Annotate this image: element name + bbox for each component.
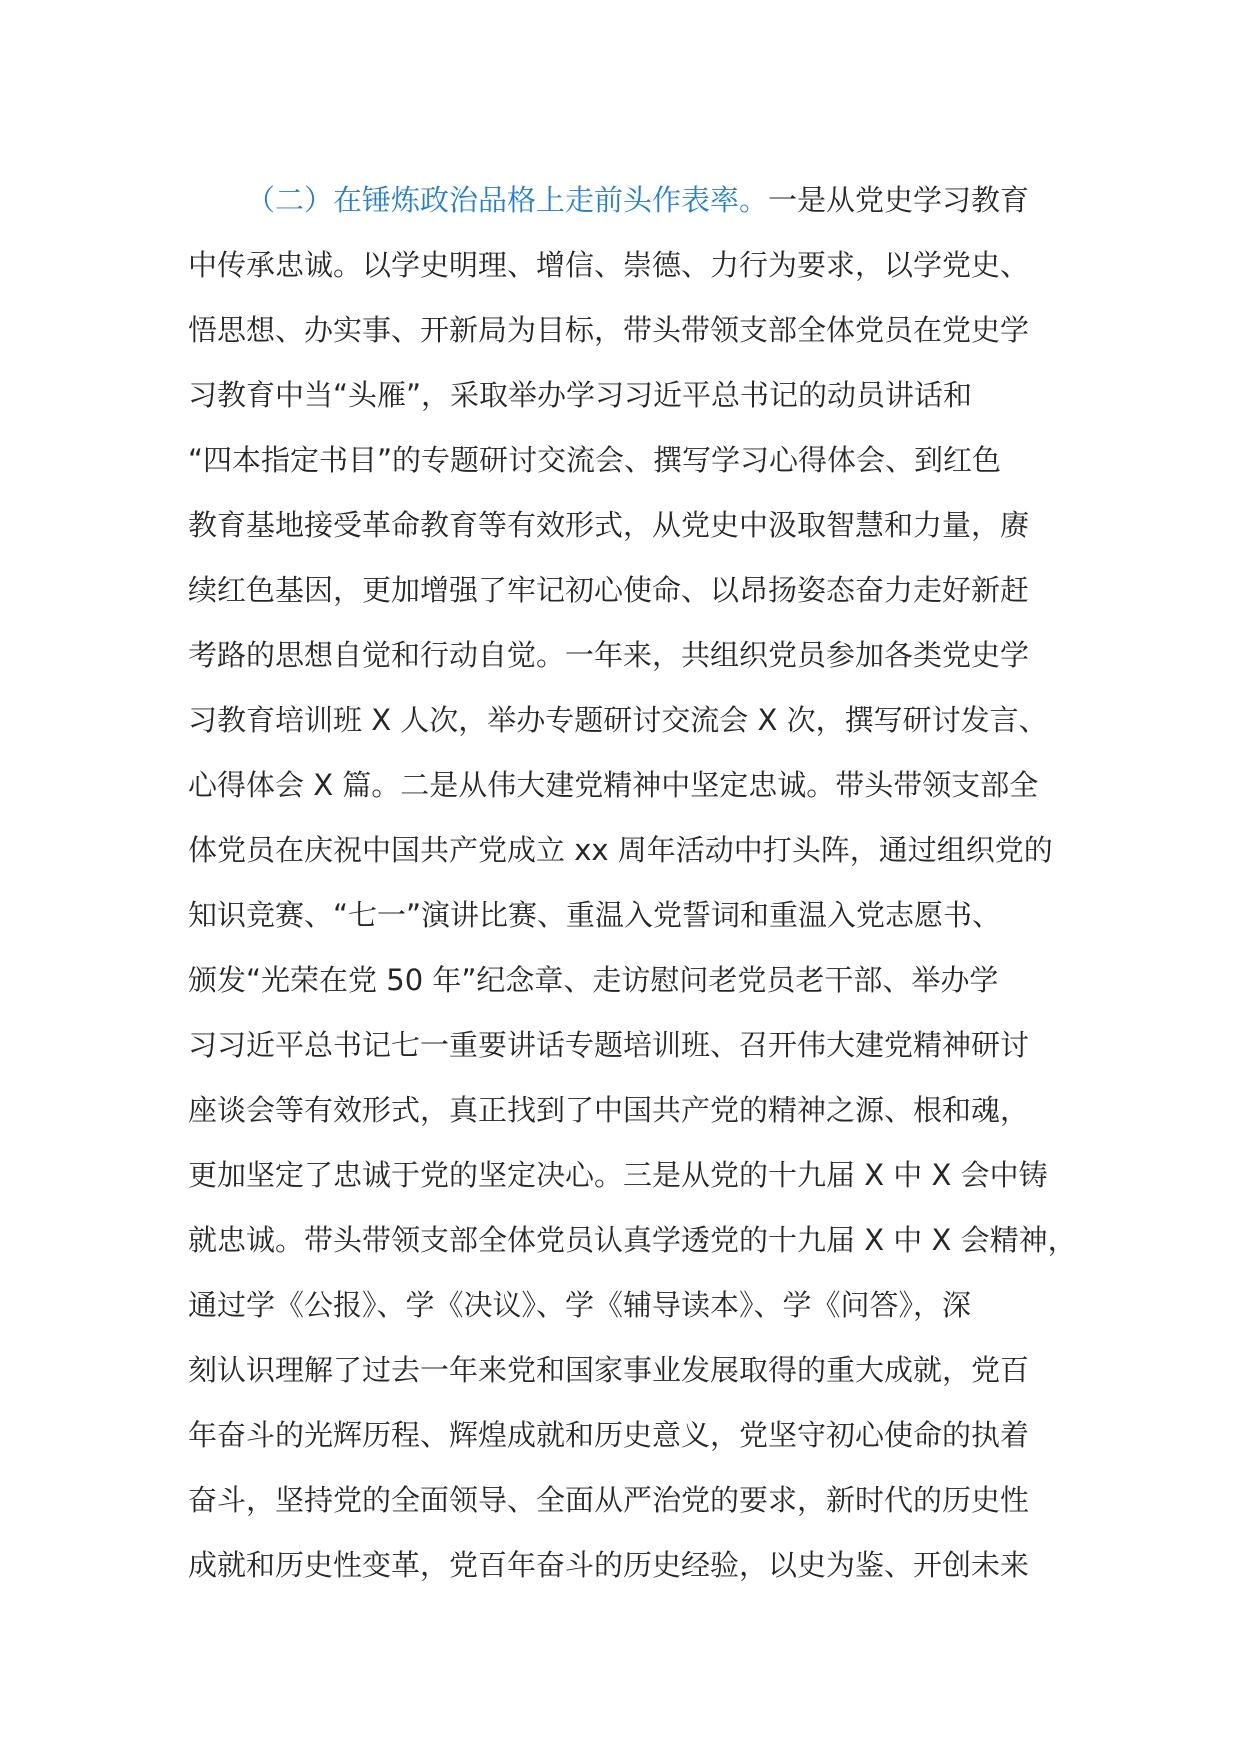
text-line: 刻认识理解了过去一年来党和国家事业发展取得的重大成就，党百 (188, 1353, 1030, 1387)
text-line: 习教育培训班 X 人次，举办专题研讨交流会 X 次，撰写研讨发言、 (188, 703, 1048, 737)
text-line: 心得体会 X 篇。二是从伟大建党精神中坚定忠诚。带头带领支部全 (188, 768, 1039, 802)
text-line: “四本指定书目”的专题研讨交流会、撰写学习心得体会、到红色 (188, 443, 1002, 477)
text-line: 中传承忠诚。以学史明理、增信、崇德、力行为要求，以学党史、 (188, 248, 1030, 282)
body-paragraph (188, 168, 1088, 1598)
text-line: 教育基地接受革命教育等有效形式，从党史中汲取智慧和力量，赓 (188, 508, 1030, 542)
text-line: 体党员在庆祝中国共产党成立 xx 周年活动中打头阵，通过组织党的 (188, 833, 1053, 867)
text-line: 年奋斗的光辉历程、辉煌成就和历史意义，党坚守初心使命的执着 (188, 1418, 1030, 1452)
text-line: 续红色基因，更加增强了牢记初心使命、以昂扬姿态奋力走好新赶 (188, 573, 1030, 607)
text-line-1 (188, 168, 1088, 233)
text-line: 考路的思想自觉和行动自觉。一年来，共组织党员参加各类党史学 (188, 638, 1030, 672)
section-heading: （二）在锤炼政治品格上走前头作表率。 (246, 183, 769, 217)
text-line: 奋斗，坚持党的全面领导、全面从严治党的要求，新时代的历史性 (188, 1483, 1030, 1517)
text-line: 知识竞赛、“七一”演讲比赛、重温入党誓词和重温入党志愿书、 (188, 898, 1002, 932)
text-line-1-content: 一是从党史学习教育 (768, 183, 1030, 217)
text-line: 更加坚定了忠诚于党的坚定决心。三是从党的十九届 X 中 X 会中铸 (188, 1158, 1048, 1192)
text-line: 成就和历史性变革，党百年奋斗的历史经验，以史为鉴、开创未来 (188, 1548, 1030, 1582)
text-line: 颁发“光荣在党 50 年”纪念章、走访慰问老党员老干部、举办学 (188, 963, 999, 997)
text-line: 就忠诚。带头带领支部全体党员认真学透党的十九届 X 中 X 会精神， (188, 1223, 1077, 1257)
text-line: 通过学《公报》、学《决议》、学《辅导读本》、学《问答》，深 (188, 1288, 972, 1322)
text-line: 悟思想、办实事、开新局为目标，带头带领支部全体党员在党史学 (188, 313, 1030, 347)
text-line: 习教育中当“头雁”，采取举办学习习近平总书记的动员讲话和 (188, 378, 973, 412)
text-line: 座谈会等有效形式，真正找到了中国共产党的精神之源、根和魂， (188, 1093, 1030, 1127)
text-line: 习习近平总书记七一重要讲话专题培训班、召开伟大建党精神研讨 (188, 1028, 1030, 1062)
